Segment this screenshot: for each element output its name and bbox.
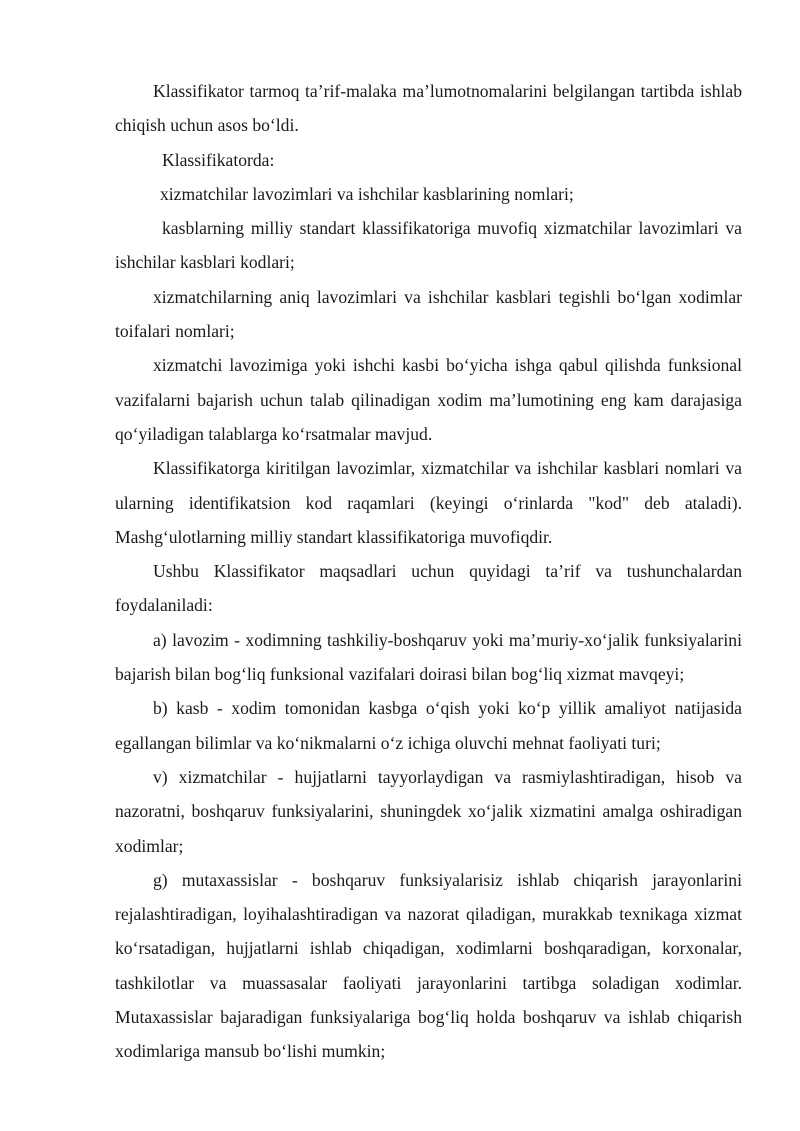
document-page bbox=[115, 74, 742, 1069]
paragraph-list-item-requirements: xizmatchi lavozimiga yoki ishchi kasbi bo‘yicha ishga qabul qilishda funksional vazifalarni bajarish uchun talab qilinadigan xodim ma’lumotining eng kam darajasiga qo‘yiladigan talablarga ko‘rsatmalar mavjud. bbox=[115, 355, 742, 444]
paragraph-list-item-names: xizmatchilar lavozimlari va ishchilar kasblarining nomlari; bbox=[160, 183, 574, 204]
paragraph-codes-note: Klassifikatorga kiritilgan lavozimlar, xizmatchilar va ishchilar kasblari nomlari va ularning identifikatsion kod raqamlari (keyingi o‘rinlarda "kod" deb ataladi). Mashg‘ulotlarning milliy standart klassifikatoriga muvofiqdir. bbox=[115, 458, 742, 547]
paragraph-definitions-intro: Ushbu Klassifikator maqsadlari uchun quyidagi ta’rif va tushunchalardan foydalaniladi: bbox=[115, 561, 742, 616]
paragraph-list-item-codes: kasblarning milliy standart klassifikatoriga muvofiq xizmatchilar lavozimlari va ishchilar kasblari kodlari; bbox=[115, 218, 742, 273]
paragraph-definition-g: g) mutaxassislar - boshqaruv funksiyalarisiz ishlab chiqarish jarayonlarini rejalashtiradigan, loyihalashtiradigan va nazorat qiladigan, murakkab texnikaga xizmat ko‘rsatadigan, hujjatlarni ishlab chiqadigan, xodimlarni boshqaradigan, korxonalar, tashkilotlar va muassasalar faoliyati jarayonlarini tartibga soladigan xodimlar. Mutaxassislar bajaradigan funksiyalariga bog‘liq holda boshqaruv va ishlab chiqarish xodimlariga mansub bo‘lishi mumkin; bbox=[115, 869, 742, 1062]
paragraph-definition-a: a) lavozim - xodimning tashkiliy-boshqaruv yoki ma’muriy-xo‘jalik funksiyalarini bajarish bilan bog‘liq funksional vazifalari doirasi bilan bog‘liq xizmat mavqeyi; bbox=[115, 629, 742, 685]
paragraph-intro: Klassifikator tarmoq ta’rif-malaka ma’lumotnomalarini belgilangan tartibda ishlab chiqish uchun asos bo‘ldi. bbox=[115, 81, 742, 136]
paragraph-list-item-categories: xizmatchilarning aniq lavozimlari va ishchilar kasblari tegishli bo‘lgan xodimlar toifalari nomlari; bbox=[115, 286, 742, 342]
paragraph-definition-v: v) xizmatchilar - hujjatlarni tayyorlaydigan va rasmiylashtiradigan, hisob va nazoratni, boshqaruv funksiyalarini, shuningdek xo‘jalik xizmatini amalga oshiradigan xodimlar; bbox=[115, 766, 742, 856]
paragraph-classifier-heading: Klassifikatorda: bbox=[162, 149, 275, 170]
paragraph-definition-b: b) kasb - xodim tomonidan kasbga o‘qish yoki ko‘p yillik amaliyot natijasida egallangan bilimlar va ko‘nikmalarni o‘z ichiga oluvchi mehnat faoliyati turi; bbox=[115, 698, 742, 753]
